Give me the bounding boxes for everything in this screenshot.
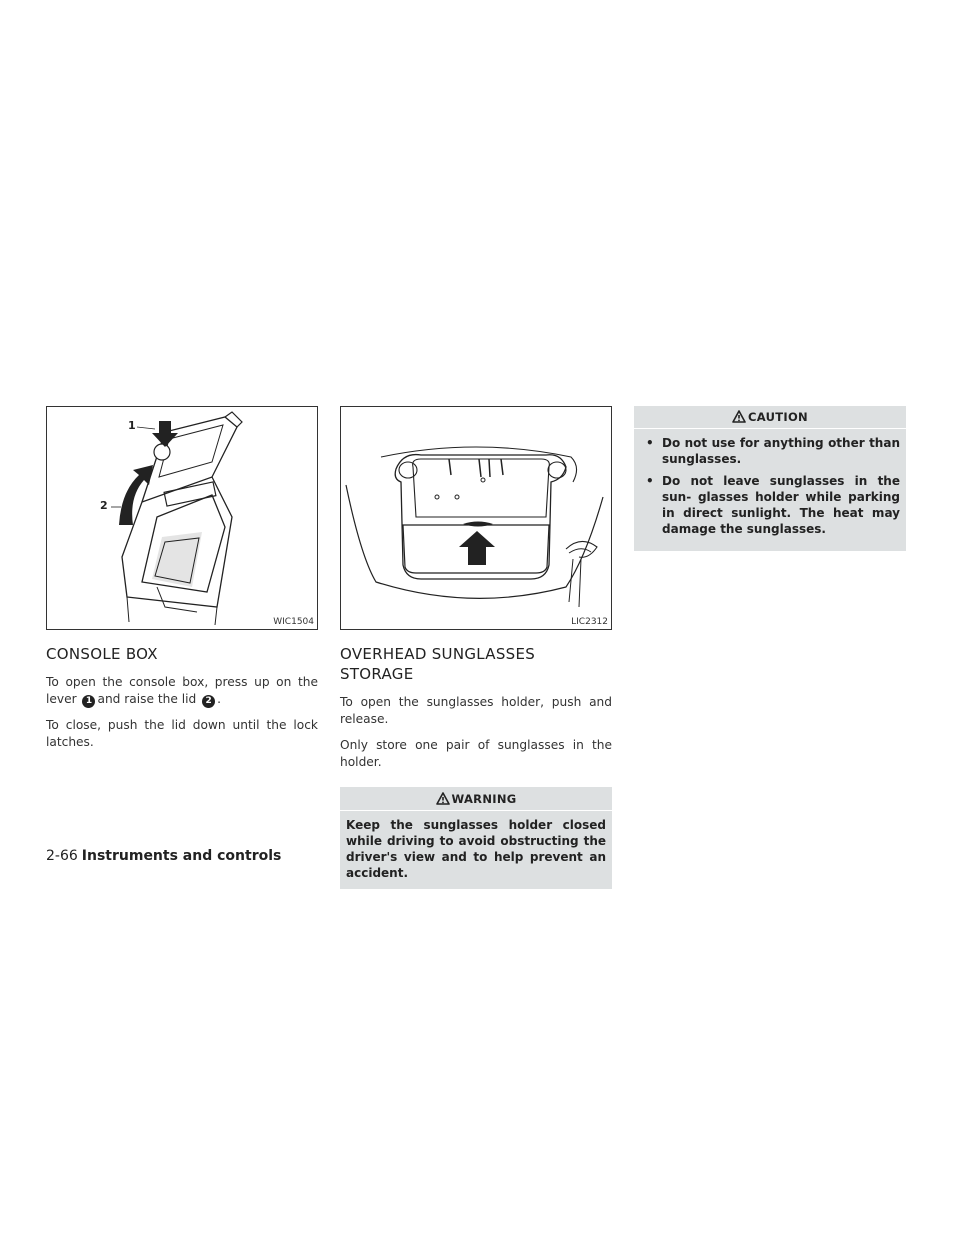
caution-column xyxy=(634,406,906,551)
caution-box xyxy=(634,406,906,551)
bullet: • xyxy=(646,474,654,488)
caution-list xyxy=(634,429,906,537)
sunglasses-heading xyxy=(340,644,612,684)
sunglasses-column xyxy=(340,406,612,889)
console-box-open-text xyxy=(46,674,318,708)
callout-2: 2 xyxy=(100,499,108,512)
caution-header xyxy=(634,406,906,429)
figure-code: WIC1504 xyxy=(273,617,314,627)
console-box-heading: CONSOLE BOX xyxy=(46,645,158,663)
sunglasses-open-text: To open the sunglasses holder, push and release. xyxy=(340,695,612,726)
page-number: 2-66 xyxy=(46,848,78,864)
list-item xyxy=(640,435,900,467)
warning-header xyxy=(340,787,612,811)
console-box-illustration xyxy=(47,407,317,629)
heading-line-2: STORAGE xyxy=(340,665,414,683)
sunglasses-illustration xyxy=(341,407,611,629)
text-segment: and raise the lid xyxy=(97,692,197,706)
warning-text: Keep the sunglasses holder closed while driving to avoid obstructing the driver's view and to help prevent an accident. xyxy=(346,818,606,880)
heading-line-1: OVERHEAD SUNGLASSES xyxy=(340,645,536,663)
warning-title: WARNING xyxy=(451,792,517,806)
figure-code: LIC2312 xyxy=(571,617,608,627)
console-box-close-text: To close, push the lid down until the lock latches. xyxy=(46,718,318,749)
caution-item-text: Do not use for anything other than sunglasses. xyxy=(662,436,900,466)
ref-marker-1: 1 xyxy=(82,695,95,708)
page-footer xyxy=(46,848,281,864)
text-segment: To open the console box, press up on the lever xyxy=(46,675,318,706)
bullet: • xyxy=(646,436,654,450)
caution-icon xyxy=(732,410,746,423)
console-box-figure xyxy=(46,406,318,630)
callout-1: 1 xyxy=(128,419,136,432)
warning-box xyxy=(340,787,612,889)
caution-title: CAUTION xyxy=(748,410,808,424)
warning-icon xyxy=(436,792,450,805)
sunglasses-store-text: Only store one pair of sunglasses in the holder. xyxy=(340,738,612,769)
section-title: Instruments and controls xyxy=(81,848,282,864)
console-box-column xyxy=(46,406,318,760)
list-item xyxy=(640,473,900,537)
text-segment: . xyxy=(217,692,222,706)
ref-marker-2: 2 xyxy=(202,695,215,708)
caution-item-text: Do not leave sunglasses in the sun- glasses holder while parking in direct sunlight. The heat may damage the sunglasses. xyxy=(662,474,900,536)
sunglasses-figure xyxy=(340,406,612,630)
